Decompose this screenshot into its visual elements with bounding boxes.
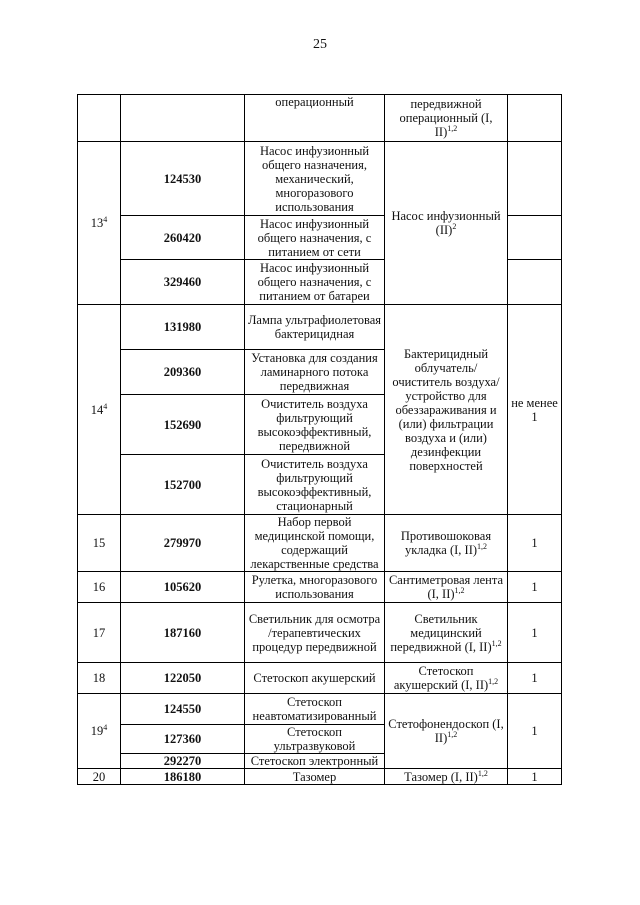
device-name: Установка для создания ламинарного потока передвижная	[245, 350, 385, 395]
device-code: 329460	[121, 260, 245, 305]
row-number: 15	[78, 515, 121, 572]
device-code: 124530	[121, 142, 245, 216]
device-type: Светильник медицинский передвижной (I, II)$^{1,2}$	[385, 603, 508, 663]
row-number: 20	[78, 769, 121, 785]
device-code: 209360	[121, 350, 245, 395]
table-row	[78, 515, 562, 572]
row-number: 18	[78, 663, 121, 694]
device-code: 105620	[121, 572, 245, 603]
device-code: 152700	[121, 455, 245, 515]
row-number: 17	[78, 603, 121, 663]
device-code: 131980	[121, 305, 245, 350]
equipment-table	[77, 94, 562, 785]
device-type: Насос инфузионный (II)$^2$	[385, 142, 508, 305]
device-name: Рулетка, многоразового использования	[245, 572, 385, 603]
quantity: 1	[508, 769, 562, 785]
table-row	[78, 663, 562, 694]
device-name: Стетоскоп неавтоматизированный	[245, 694, 385, 725]
device-code: 127360	[121, 725, 245, 754]
table-row	[78, 603, 562, 663]
table-row	[78, 769, 562, 785]
quantity: 1	[508, 694, 562, 769]
device-name: Очиститель воздуха фильтрующий высокоэффективный, передвижной	[245, 395, 385, 455]
device-code: 279970	[121, 515, 245, 572]
device-name: Стетоскоп ультразвуковой	[245, 725, 385, 754]
table-row	[78, 572, 562, 603]
device-type: Стетоскоп акушерский (I, II)$^{1,2}$	[385, 663, 508, 694]
device-name: Стетоскоп акушерский	[245, 663, 385, 694]
device-type: Сантиметровая лента (I, II)$^{1,2}$	[385, 572, 508, 603]
device-name: Тазомер	[245, 769, 385, 785]
device-type: Бактерицидный облучатель/ очиститель воздуха/ устройство для обеззараживания и (или) фильтрации воздуха и (или) дезинфекции поверхностей	[385, 305, 508, 515]
device-name: Насос инфузионный общего назначения, с питанием от сети	[245, 216, 385, 260]
device-code: 152690	[121, 395, 245, 455]
device-name: Насос инфузионный общего назначения, механический, многоразового использования	[245, 142, 385, 216]
device-name: Лампа ультрафиолетовая бактерицидная	[245, 305, 385, 350]
device-type: Противошоковая укладка (I, II)$^{1,2}$	[385, 515, 508, 572]
page-number: 25	[313, 37, 327, 52]
device-name: Насос инфузионный общего назначения, с питанием от батареи	[245, 260, 385, 305]
table-row	[78, 142, 562, 216]
quantity: не менее 1	[508, 305, 562, 515]
row-number: $19^4$	[78, 694, 121, 769]
device-name: Стетоскоп электронный	[245, 754, 385, 769]
device-code: 260420	[121, 216, 245, 260]
device-code: 122050	[121, 663, 245, 694]
row-number: 16	[78, 572, 121, 603]
table-row	[78, 95, 562, 142]
device-type: Тазомер (I, II)$^{1,2}$	[385, 769, 508, 785]
device-code: 187160	[121, 603, 245, 663]
device-code: 292270	[121, 754, 245, 769]
device-type: Стетофонендоскоп (I, II)$^{1,2}$	[385, 694, 508, 769]
quantity: 1	[508, 603, 562, 663]
table-row	[78, 305, 562, 350]
device-code: 124550	[121, 694, 245, 725]
device-name: операционный	[245, 95, 385, 142]
quantity: 1	[508, 663, 562, 694]
device-name: Светильник для осмотра /терапевтических процедур передвижной	[245, 603, 385, 663]
quantity: 1	[508, 515, 562, 572]
quantity: 1	[508, 572, 562, 603]
device-type: передвижной операционный (I, II)$^{1,2}$	[385, 95, 508, 142]
row-number: $14^4$	[78, 305, 121, 515]
device-name: Набор первой медицинской помощи, содержащий лекарственные средства	[245, 515, 385, 572]
row-number: $13^4$	[78, 142, 121, 305]
device-name: Очиститель воздуха фильтрующий высокоэффективный, стационарный	[245, 455, 385, 515]
device-code: 186180	[121, 769, 245, 785]
table-row	[78, 694, 562, 725]
